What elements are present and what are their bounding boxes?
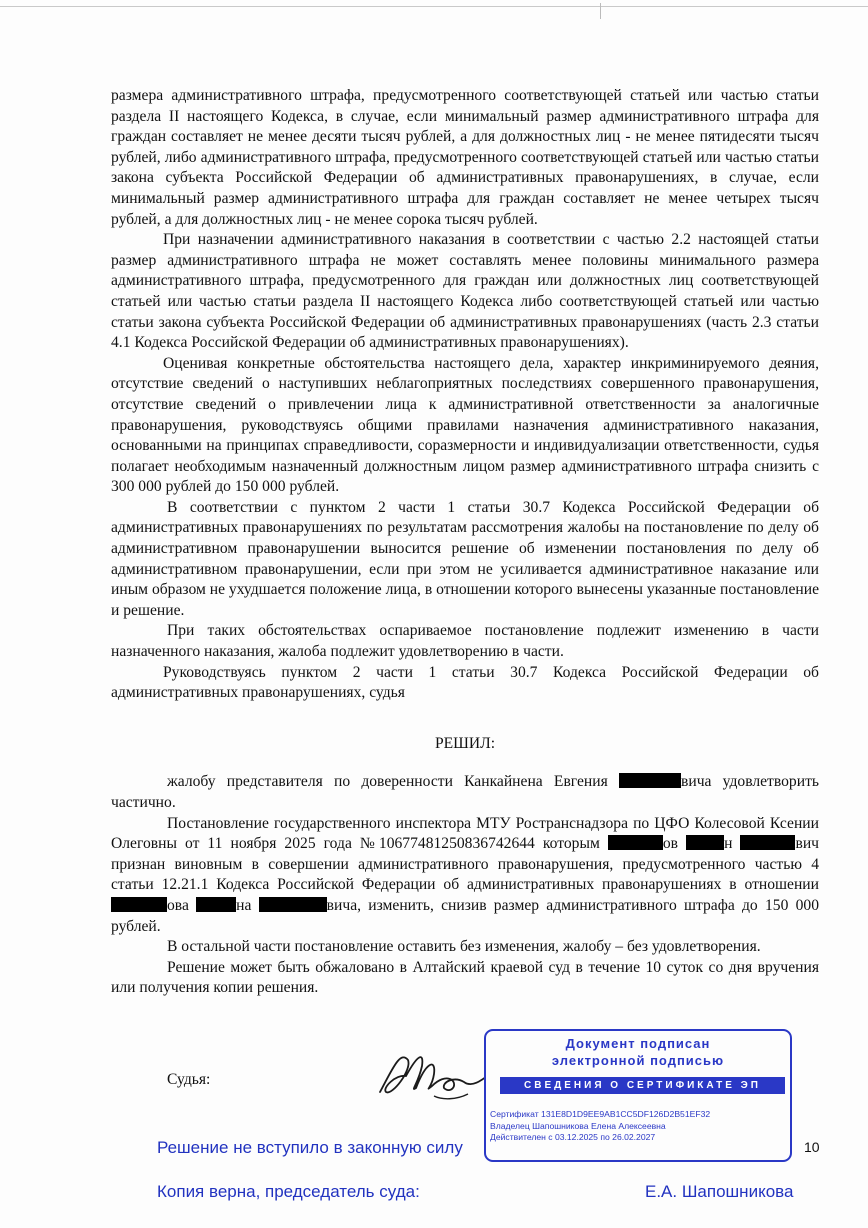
handwritten-signature (372, 1030, 492, 1110)
decision-paragraph: Постановление государственного инспектора МТУ Ространснадзора по ЦФО Колесовой Ксении Олеговны от 11 ноября 2025 года №10677481250836742644 которым ов н вич признан виновным в совершении административного правонарушения, предусмотренного частью 4 статьи 12.21.1 Кодекса Российской Федерации об административных правонарушениях в отношении ова на вича, изменить, снизив размер административного штрафа до 150 000 рублей. (111, 814, 820, 935)
redaction (740, 835, 795, 850)
paragraph: При таких обстоятельствах оспариваемое постановление подлежит изменению в части назначенного наказания, жалоба подлежит удовлетворению в части. (111, 622, 819, 661)
paragraph: Руководствуясь пунктом 2 части 1 статьи 30.7 Кодекса Российской Федерации об административных правонарушениях, судья (111, 663, 819, 702)
paragraph: размера административного штрафа, предусмотренного соответствующей статьей или частью статьи раздела II настоящего Кодекса, в случае, если минимальный размер административного штрафа для граждан составляет не менее десяти тысяч рублей, а для должностных лиц - не менее пятидесяти тысяч рублей, либо административного штрафа, предусмотренного соответствующей статьей или частью статьи закона субъекта Российской Федерации об административных правонарушениях, в случае, если минимальный размер административного штрафа для граждан составляет не менее четырех тысяч рублей, а для должностных лиц - не менее сорока тысяч рублей. (111, 87, 819, 228)
certificate-validity: Действителен с 03.12.2025 по 26.02.2027 (490, 1132, 656, 1142)
decision-paragraph: Решение может быть обжаловано в Алтайский краевой суд в течение 10 суток со дня вручения или получения копии решения. (111, 958, 819, 997)
not-in-force-note: Решение не вступило в законную силу (157, 1138, 463, 1157)
paragraph: При назначении административного наказания в соответствии с частью 2.2 настоящей статьи размер административного штрафа не может составлять менее половины минимального размера административного штрафа, предусмотренного для граждан или должностных лиц соответствующей статьей или частью статьи раздела II настоящего Кодекса либо соответствующей статьей или частью статьи закона субъекта Российской Федерации об административных правонарушениях (часть 2.3 статьи 4.1 Кодекса Российской Федерации об административных правонарушениях). (111, 231, 819, 352)
page-number: 10 (804, 1139, 820, 1155)
scan-top-edge (0, 6, 868, 7)
redaction (608, 835, 663, 850)
decision-paragraph: жалобу представителя по доверенности Канкайнена Евгения вича удовлетворить частично. (111, 773, 819, 811)
redaction (686, 835, 724, 850)
stamp-certificate-band: СВЕДЕНИЯ О СЕРТИФИКАТЕ ЭП (500, 1077, 785, 1094)
document-body (111, 86, 819, 999)
copy-certification-note: Копия верна, председатель суда: (157, 1182, 420, 1201)
paragraph: В соответствии с пунктом 2 части 1 статьи 30.7 Кодекса Российской Федерации об административных правонарушениях по результатам рассмотрения жалобы на постановление по делу об административном правонарушении выносится решение об изменении постановления по делу об административном правонарушении, если при этом не усиливается административное наказание или иным образом не ухудшается положение лица, в отношении которого вынесены указанные постановление и решение. (111, 498, 819, 619)
paragraph: Оценивая конкретные обстоятельства настоящего дела, характер инкриминируемого деяния, отсутствие сведений о наступивших неблагоприятных последствиях совершенного правонарушения, отсутствие сведений о привлечении лица к административной ответственности за аналогичные правонарушения, руководствуясь общими правилами назначения административного наказания, основанными на принципах справедливости, соразмерности и индивидуализации ответственности, судья полагает необходимым назначенный должностным лицом размер административного штрафа снизить с 300 000 рублей до 150 000 рублей. (111, 354, 819, 496)
scan-mark (600, 3, 601, 19)
decision-heading: РЕШИЛ: (434, 734, 496, 752)
judge-signature-label: Судья: (167, 1071, 211, 1088)
redaction (196, 897, 236, 912)
chairman-name: Е.А. Шапошникова (645, 1182, 794, 1201)
certificate-owner: Владелец Шапошникова Елена Алексеевна (490, 1120, 666, 1131)
redaction (259, 897, 327, 912)
decision-paragraph: В остальной части постановление оставить без изменения, жалобу – без удовлетворения. (167, 938, 761, 956)
electronic-signature-stamp (484, 1029, 792, 1162)
stamp-certificate-details (490, 1109, 710, 1144)
stamp-title: Документ подписан электронной подписью (551, 1036, 725, 1068)
certificate-number: Сертификат 131E8D1D9EE9AB1CC5DF126D2B51EF32 (490, 1109, 711, 1119)
redaction (111, 897, 167, 912)
redaction (619, 773, 681, 788)
